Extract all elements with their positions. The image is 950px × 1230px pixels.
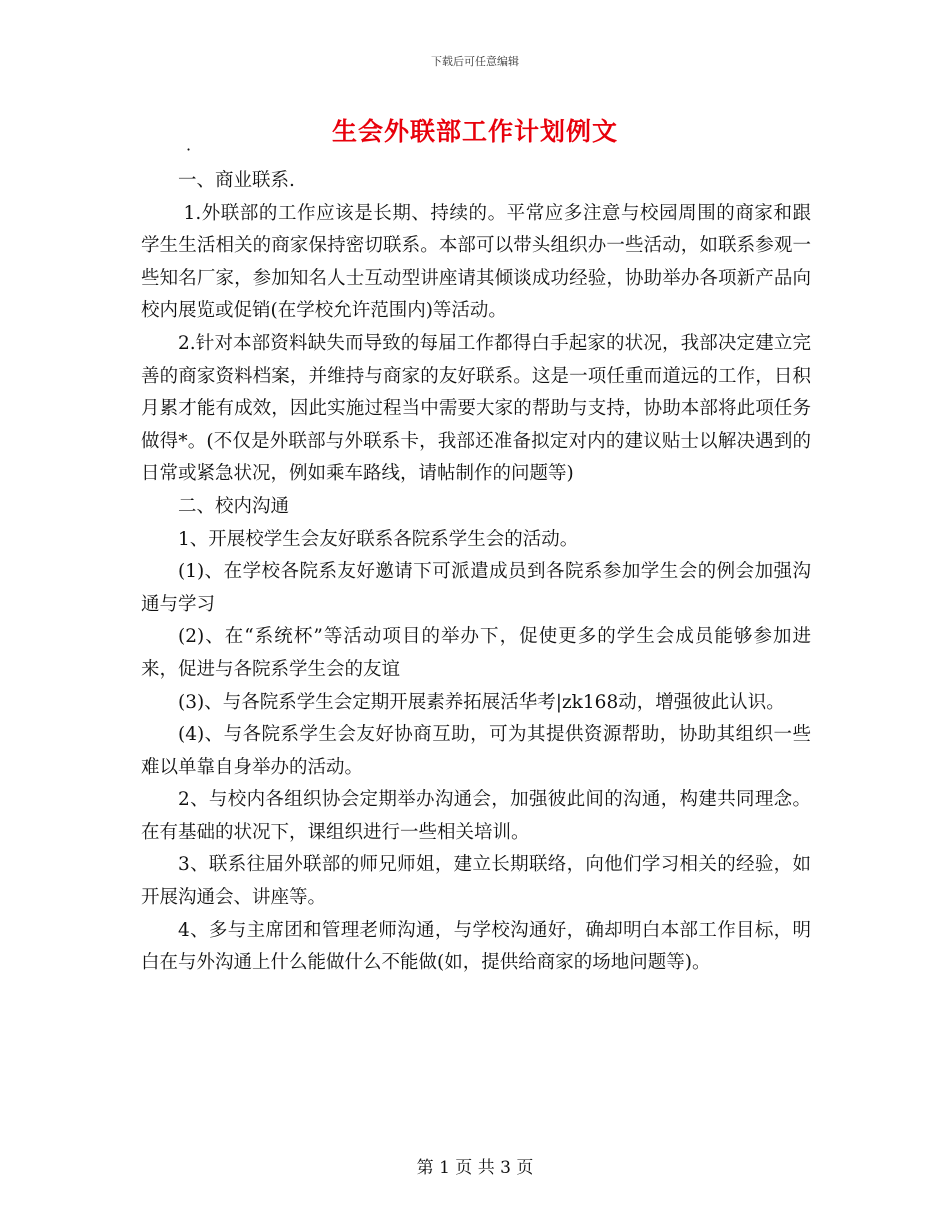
stray-dot: ·	[186, 140, 192, 159]
paragraph: 2、与校内各组织协会定期举办沟通会，加强彼此间的沟通，构建共同理念。在有基础的状况下，课组织进行一些相关培训。	[141, 789, 811, 843]
section-heading: 一、商业联系.	[178, 170, 295, 191]
paragraph: 1、开展校学生会友好联系各院系学生会的活动。	[178, 528, 579, 550]
page-header: 下载后可任意编辑	[431, 55, 519, 68]
paragraph: (4)、与各院系学生会友好协商互助，可为其提供资源帮助，协助其组织一些难以单靠自身举办的活动。	[141, 724, 811, 778]
paragraph: (3)、与各院系学生会定期开展素养拓展活华考|zk168动，增强彼此认识。	[178, 691, 785, 713]
paragraph: 3、联系往届外联部的师兄师姐，建立长期联络，向他们学习相关的经验，如开展沟通会、讲座等。	[141, 854, 811, 909]
page-footer: 第 1 页 共 3 页	[416, 1158, 534, 1178]
paragraph: (2)、在“系统杯”等活动项目的举办下，促使更多的学生会成员能够参加进来，促进与各院系学生会的友谊	[141, 626, 811, 680]
paragraph: 4、多与主席团和管理老师沟通，与学校沟通好，确却明白本部工作目标，明白在与外沟通上什么能做什么不能做(如，提供给商家的场地问题等)。	[141, 919, 811, 974]
paragraph: 1.外联部的工作应该是长期、持续的。平常应多注意与校园周围的商家和跟学生生活相关的商家保持密切联系。本部可以带头组织办一些活动，如联系参观一些知名厂家，参加知名人士互动型讲座请其倾谈成功经验，协助举办各项新产品向校内展览或促销(在学校允许范围内)等活动。	[141, 202, 811, 322]
section-heading: 二、校内沟通	[178, 495, 290, 517]
document-body	[141, 165, 811, 980]
paragraph: (1)、在学校各院系友好邀请下可派遣成员到各院系参加学生会的例会加强沟通与学习	[141, 561, 811, 615]
document-title: 生会外联部工作计划例文	[331, 117, 618, 146]
paragraph: 2.针对本部资料缺失而导致的每届工作都得白手起家的状况，我部决定建立完善的商家资料档案，并维持与商家的友好联系。这是一项任重而道远的工作，日积月累才能有成效，因此实施过程当中需要大家的帮助与支持，协助本部将此项任务做得*。(不仅是外联部与外联系卡，我部还准备拟定对内的建议贴士以解决遇到的日常或紧急状况，例如乘车路线，请帖制作的问题等)	[141, 332, 811, 485]
